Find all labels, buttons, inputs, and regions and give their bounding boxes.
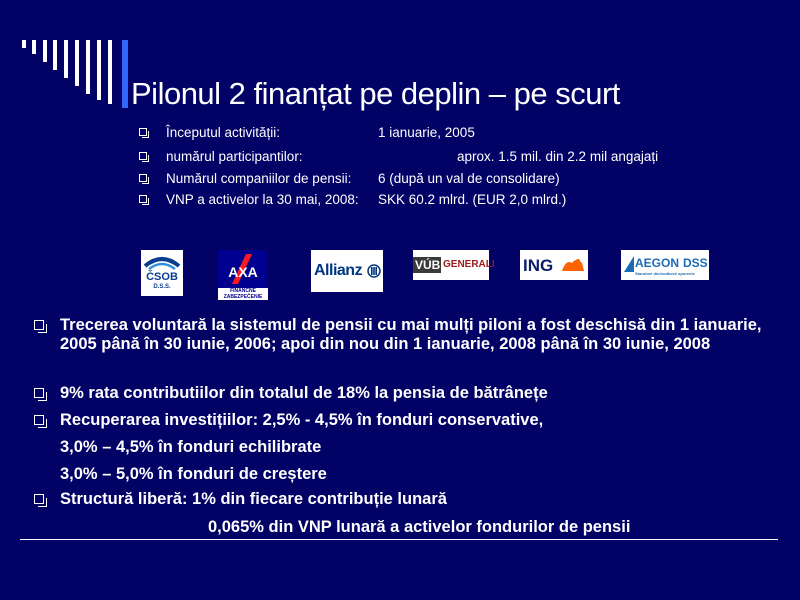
fact-value: aprox. 1.5 mil. din 2.2 mil angajați — [457, 149, 659, 164]
fact-participants — [0, 149, 800, 169]
fact-nav — [0, 192, 800, 212]
point-text: 9% rata contributiilor din totalul de 18% la pensia de bătrânețe — [60, 384, 548, 402]
decorative-stripes — [0, 0, 135, 110]
point-text: Recuperarea investițiilor: 2,5% - 4,5% în fonduri conservative, — [60, 411, 544, 429]
bullet-icon — [34, 388, 44, 398]
bullet-icon — [34, 494, 44, 504]
fact-label: numărul participantilor: — [166, 149, 303, 164]
bullet-icon — [139, 128, 147, 136]
fact-value: 6 (după un val de consolidare) — [378, 171, 560, 186]
fact-label: Numărul companiilor de pensii: — [166, 171, 352, 186]
fact-start-date — [0, 125, 800, 145]
point-text: 3,0% – 5,0% în fonduri de creștere — [60, 465, 327, 483]
bullet-icon — [34, 415, 44, 425]
fact-label: Începutul activității: — [166, 125, 281, 140]
point-text: Trecerea voluntară la sistemul de pensii cu mai mulți piloni a fost deschisă din 1 ianuarie, 2005 până în 30 iunie, 2006; apoi din nou din 1 ianuarie, 2008 până în 30 iunie, 2008 — [60, 316, 762, 353]
bullet-icon — [139, 152, 147, 160]
bullet-icon — [139, 195, 147, 203]
axa-logo: AXA FINANČNÉ ZABEZPEČENIE — [218, 250, 268, 300]
allianz-logo: Allianz — [311, 250, 383, 292]
point-text: 0,065% din VNP lunară a activelor fondurilor de pensii — [208, 518, 631, 536]
bullet-icon — [34, 320, 44, 330]
slide-title: Pilonul 2 finanțat pe deplin – pe scurt — [131, 76, 620, 111]
bottom-divider — [20, 539, 778, 540]
fact-value: SKK 60.2 mlrd. (EUR 2,0 mlrd.) — [378, 192, 567, 207]
ing-logo: ING — [520, 250, 588, 280]
point-text: Structură liberă: 1% din fiecare contribuție lunară — [60, 490, 447, 508]
point-text: 3,0% – 4,5% în fonduri echilibrate — [60, 438, 322, 456]
bullet-icon — [139, 174, 147, 182]
vub-generali-logo: VÚB GENERALI — [413, 250, 489, 280]
fact-value: 1 ianuarie, 2005 — [378, 125, 475, 140]
aegon-dss-logo: AEGON DSS Starobné dôchodkové sporenie — [621, 250, 709, 280]
fact-companies — [0, 171, 800, 191]
fact-label: VNP a activelor la 30 mai, 2008: — [166, 192, 359, 207]
csob-logo: ČSOB D.S.S. — [141, 250, 183, 296]
